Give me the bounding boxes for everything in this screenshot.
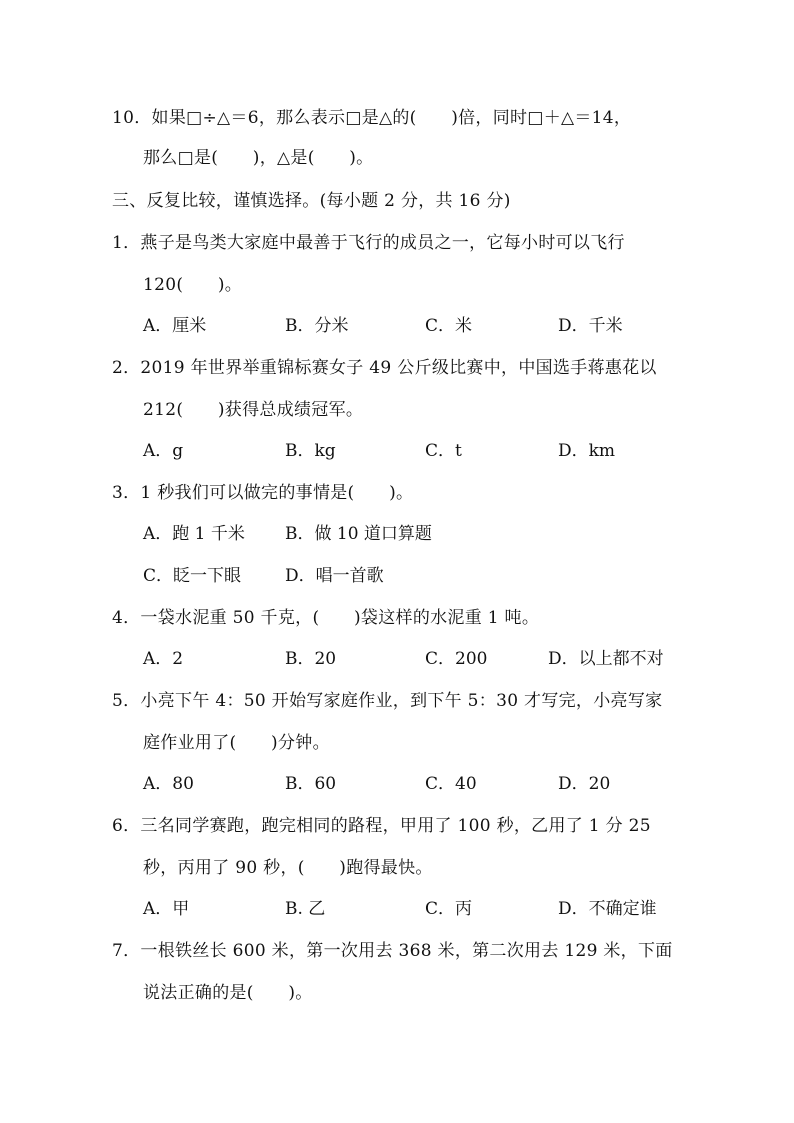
option-5d: D．20: [558, 774, 611, 794]
question-text: 一根铁丝长 600 米，第一次用去 368 米，第二次用去 129 米，下面: [140, 941, 673, 961]
question-number: 5．: [112, 691, 141, 711]
question-4-line1: [112, 606, 539, 630]
q10-line2: 那么□是( )，△是( )。: [143, 148, 374, 168]
option-2c: C．t: [425, 441, 462, 461]
question-number: 1．: [112, 233, 141, 253]
option-6d: D．不确定谁: [558, 899, 657, 919]
option-5a: A．80: [143, 774, 194, 794]
option-4d: D．以上都不对: [548, 649, 664, 669]
section-heading: 三、反复比较，谨慎选择。(每小题 2 分，共 16 分): [112, 191, 511, 211]
option-4b: B．20: [285, 649, 337, 669]
question-number: 3．: [112, 483, 141, 503]
question-5-line2: 庭作业用了( )分钟。: [143, 733, 330, 753]
question-text: 三名同学赛跑，跑完相同的路程，甲用了 100 秒，乙用了 1 分 25: [140, 816, 651, 836]
question-2-line2: 212( )获得总成绩冠军。: [143, 400, 364, 420]
option-4a: A．2: [143, 649, 184, 669]
question-7-line2: 说法正确的是( )。: [143, 983, 313, 1003]
question-3-line1: [112, 481, 413, 505]
option-5c: C．40: [425, 774, 477, 794]
question-6-line1: [112, 814, 651, 838]
option-3b: B．做 10 道口算题: [285, 524, 432, 544]
option-6c: C．丙: [425, 899, 473, 919]
question-number: 4．: [112, 608, 141, 628]
option-1d: D．千米: [558, 316, 623, 336]
question-text: 2019 年世界举重锦标赛女子 49 公斤级比赛中，中国选手蒋惠花以: [140, 358, 657, 378]
question-2-line1: [112, 356, 657, 380]
question-number: 2．: [112, 358, 141, 378]
question-7-line1: [112, 939, 673, 963]
question-text: 燕子是鸟类大家庭中最善于飞行的成员之一，它每小时可以飞行: [140, 233, 625, 253]
question-number: 7．: [112, 941, 141, 961]
option-3c: C．眨一下眼: [143, 566, 242, 586]
question-text: 一袋水泥重 50 千克，( )袋这样的水泥重 1 吨。: [140, 608, 540, 628]
q10-line1: 10．如果□÷△＝6，那么表示□是△的( )倍，同时□＋△＝14，: [112, 108, 632, 128]
question-text: 小亮下午 4：50 开始写家庭作业，到下午 5：30 才写完，小亮写家: [140, 691, 663, 711]
option-1c: C．米: [425, 316, 473, 336]
question-number: 6．: [112, 816, 141, 836]
option-1b: B．分米: [285, 316, 349, 336]
option-2b: B．kg: [285, 441, 336, 461]
option-6a: A．甲: [143, 899, 190, 919]
question-6-line2: 秒，丙用了 90 秒，( )跑得最快。: [143, 858, 433, 878]
question-1-line2: 120( )。: [143, 275, 243, 295]
option-2a: A．g: [143, 441, 184, 461]
option-6b: B. 乙: [285, 899, 326, 919]
option-4c: C．200: [425, 649, 488, 669]
option-1a: A．厘米: [143, 316, 207, 336]
option-2d: D．km: [558, 441, 616, 461]
question-1-line1: [112, 231, 625, 255]
option-3a: A．跑 1 千米: [143, 524, 245, 544]
question-5-line1: [112, 689, 662, 713]
option-5b: B．60: [285, 774, 337, 794]
question-text: 1 秒我们可以做完的事情是( )。: [140, 483, 414, 503]
option-3d: D．唱一首歌: [285, 566, 384, 586]
